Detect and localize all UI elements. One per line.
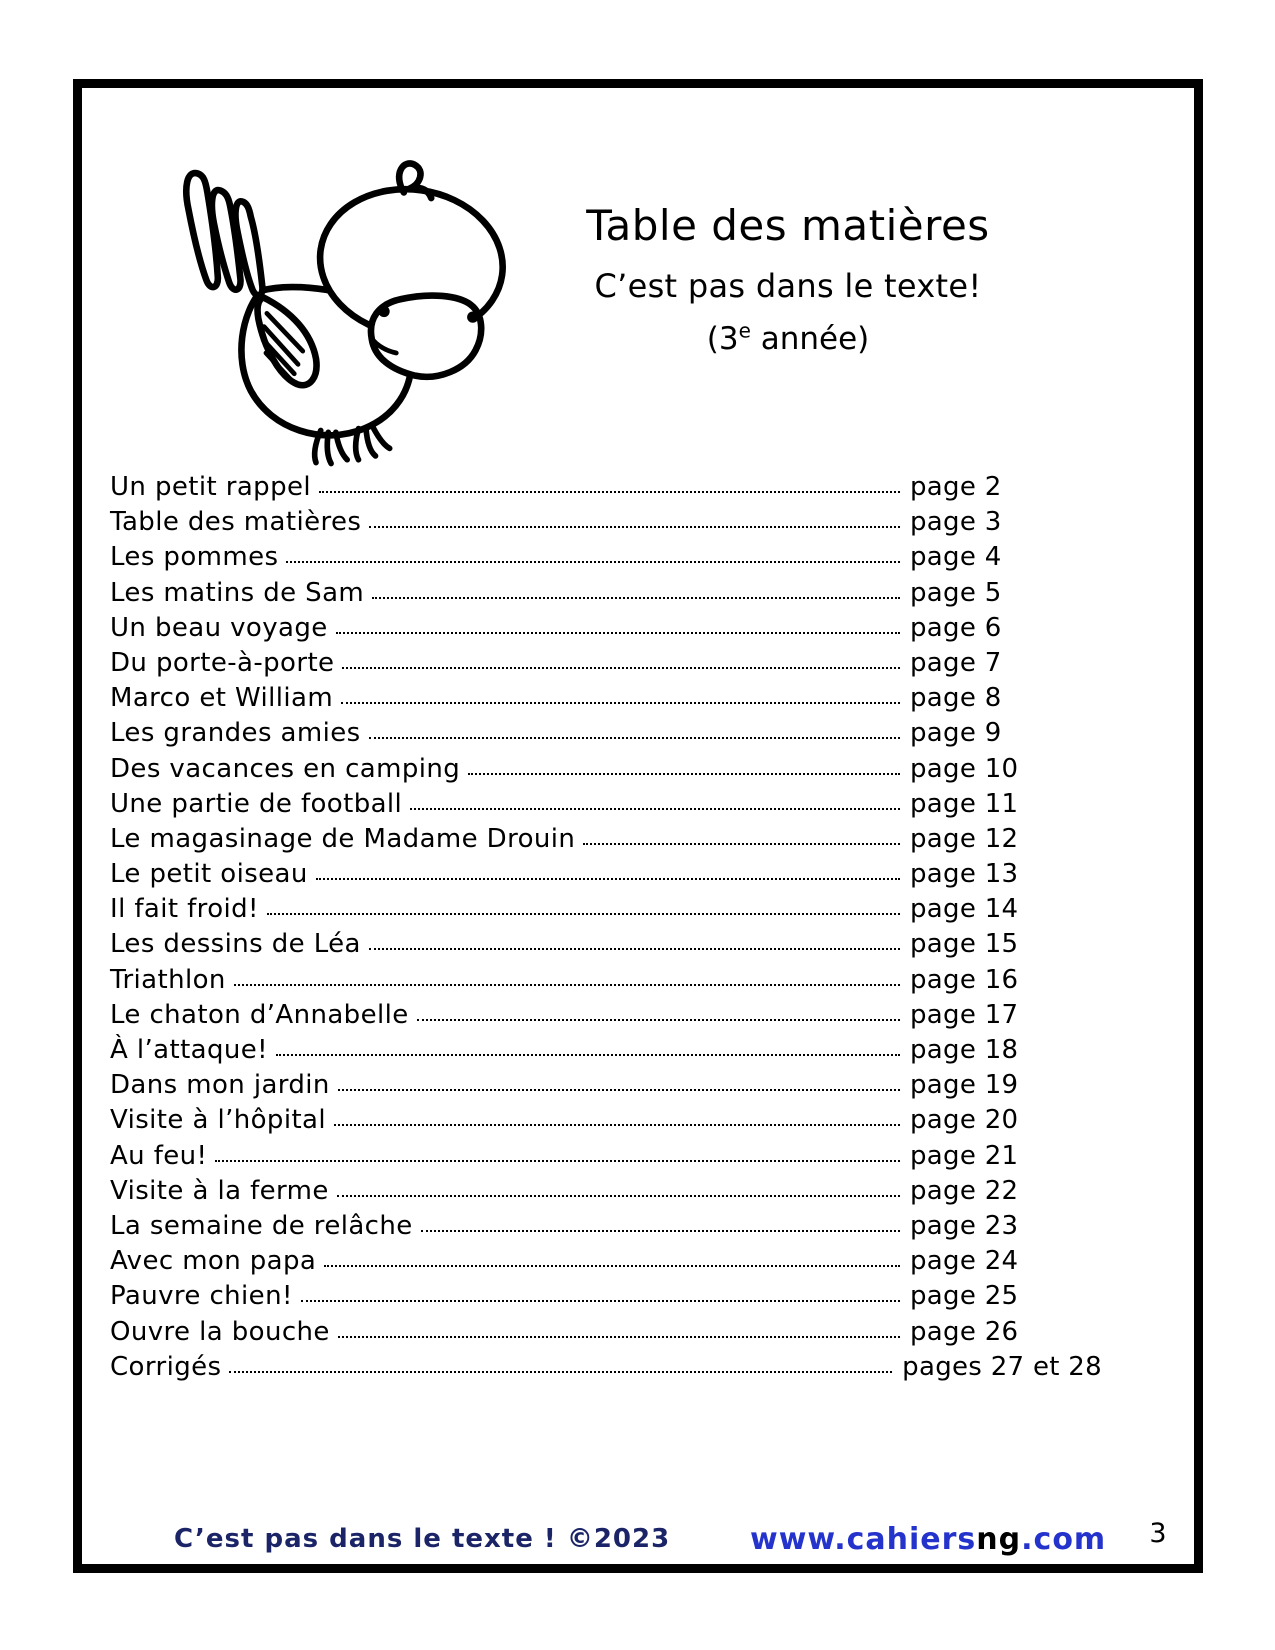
toc-entry-title: Triathlon <box>110 964 226 995</box>
dotted-leader <box>337 1195 900 1197</box>
bird-icon <box>132 132 517 472</box>
dotted-leader <box>338 1089 900 1091</box>
toc-entry-page: page 13 <box>910 859 1019 890</box>
toc-entry-title: Des vacances en camping <box>110 753 461 784</box>
toc-entry-page: page 14 <box>910 894 1019 925</box>
toc-entry-page: page 17 <box>910 999 1019 1030</box>
grade-suffix: année) <box>750 321 870 357</box>
dotted-leader <box>229 1371 892 1373</box>
toc-row <box>110 965 1102 1000</box>
toc-entry-title: Les pommes <box>110 542 279 573</box>
dotted-leader <box>342 667 900 669</box>
page-title: Table des matières <box>586 201 990 250</box>
toc-entry-page: page 9 <box>910 718 1002 749</box>
toc-row <box>110 1246 1102 1281</box>
dotted-leader <box>267 913 900 915</box>
toc-entry-title: Les matins de Sam <box>110 577 365 608</box>
toc-entry-title: Le chaton d’Annabelle <box>110 999 409 1030</box>
bird-eye <box>378 306 389 317</box>
toc-entry-page: page 16 <box>910 964 1019 995</box>
toc-row <box>110 1211 1102 1246</box>
toc-entry-title: Un petit rappel <box>110 472 311 502</box>
toc-entry-title: Visite à l’hôpital <box>110 1105 327 1136</box>
toc-entry-page: page 8 <box>910 683 1002 714</box>
toc-entry-title: Du porte-à-porte <box>110 647 335 678</box>
toc-entry-title: Visite à la ferme <box>110 1175 329 1206</box>
book-title: C’est pas dans le texte! <box>594 267 982 305</box>
dotted-leader <box>369 526 900 528</box>
title-block <box>518 202 1058 358</box>
grade-superscript: e <box>738 318 751 343</box>
toc-entry-page: page 15 <box>910 929 1019 960</box>
url-segment: .com <box>1021 1522 1107 1557</box>
toc-row <box>110 472 1102 507</box>
dotted-leader <box>338 1336 900 1338</box>
toc-entry-page: page 4 <box>910 542 1002 573</box>
toc-row <box>110 507 1102 542</box>
toc-entry-page: page 6 <box>910 612 1002 643</box>
toc-entry-title: Au feu! <box>110 1140 208 1171</box>
toc-row <box>110 1141 1102 1176</box>
grade-label <box>518 320 1058 358</box>
toc-entry-page: page 24 <box>910 1246 1019 1277</box>
toc-entry-page: pages 27 et 28 <box>902 1351 1102 1382</box>
url-segment: www.cahiers <box>750 1522 977 1557</box>
copyright-text: C’est pas dans le texte ! ©2023 <box>174 1524 671 1554</box>
dotted-leader <box>324 1265 900 1267</box>
toc-row <box>110 542 1102 577</box>
toc-entry-title: Une partie de football <box>110 788 403 819</box>
toc-row <box>110 789 1102 824</box>
toc-entry-page: page 20 <box>910 1105 1019 1136</box>
toc-row <box>110 1317 1102 1352</box>
toc-row <box>110 718 1102 753</box>
toc-row <box>110 578 1102 613</box>
toc-row <box>110 894 1102 929</box>
toc-entry-title: Un beau voyage <box>110 612 328 643</box>
toc-entry-title: Le petit oiseau <box>110 859 308 890</box>
page-footer <box>82 1518 1194 1572</box>
toc-entry-page: page 5 <box>910 577 1002 608</box>
dotted-leader <box>215 1160 900 1162</box>
toc-entry-title: La semaine de relâche <box>110 1210 413 1241</box>
toc-row <box>110 859 1102 894</box>
website-link[interactable] <box>750 1522 1106 1557</box>
toc-row <box>110 1105 1102 1140</box>
toc-entry-title: À l’attaque! <box>110 1035 268 1065</box>
toc-entry-page: page 25 <box>910 1281 1019 1312</box>
toc-entry-title: Dans mon jardin <box>110 1070 330 1101</box>
toc-entry-page: page 11 <box>910 788 1019 819</box>
table-of-contents <box>110 472 1102 1387</box>
dotted-leader <box>319 491 900 493</box>
toc-entry-page: page 23 <box>910 1210 1019 1241</box>
dotted-leader <box>286 561 900 563</box>
toc-entry-title: Il fait froid! <box>110 894 259 925</box>
toc-entry-page: page 3 <box>910 507 1002 538</box>
bird-illustration <box>132 132 517 472</box>
toc-entry-title: Pauvre chien! <box>110 1281 293 1312</box>
bird-feet <box>356 425 390 460</box>
toc-entry-page: page 18 <box>910 1035 1019 1065</box>
dotted-leader <box>341 702 900 704</box>
page-border-frame <box>73 79 1203 1573</box>
toc-entry-page: page 26 <box>910 1316 1019 1347</box>
dotted-leader <box>410 808 900 810</box>
toc-entry-page: page 19 <box>910 1070 1019 1101</box>
toc-entry-title: Les dessins de Léa <box>110 929 361 960</box>
toc-row <box>110 1070 1102 1105</box>
toc-entry-title: Marco et William <box>110 683 334 714</box>
dotted-leader <box>468 773 900 775</box>
toc-entry-title: Les grandes amies <box>110 718 361 749</box>
toc-entry-page: page 7 <box>910 647 1002 678</box>
toc-row <box>110 1176 1102 1211</box>
dotted-leader <box>301 1300 900 1302</box>
dotted-leader <box>234 984 900 986</box>
toc-row <box>110 1000 1102 1035</box>
toc-entry-title: Avec mon papa <box>110 1246 317 1277</box>
toc-row <box>110 1281 1102 1316</box>
url-segment-ng: ng <box>976 1522 1022 1557</box>
dotted-leader <box>276 1054 900 1056</box>
toc-entry-page: page 21 <box>910 1140 1019 1171</box>
dotted-leader <box>336 632 900 634</box>
dotted-leader <box>421 1230 900 1232</box>
toc-entry-title: Table des matières <box>110 507 362 538</box>
dotted-leader <box>417 1019 900 1021</box>
page-number: 3 <box>1149 1518 1167 1549</box>
toc-row <box>110 1035 1102 1070</box>
toc-row <box>110 683 1102 718</box>
grade-prefix: (3 <box>706 321 739 357</box>
toc-entry-page: page 12 <box>910 823 1019 854</box>
toc-entry-page: page 22 <box>910 1175 1019 1206</box>
toc-entry-page: page 10 <box>910 753 1019 784</box>
toc-row <box>110 754 1102 789</box>
toc-entry-title: Ouvre la bouche <box>110 1316 330 1347</box>
toc-row <box>110 613 1102 648</box>
toc-row <box>110 1352 1102 1387</box>
toc-entry-title: Le magasinage de Madame Drouin <box>110 823 576 854</box>
toc-row <box>110 648 1102 683</box>
dotted-leader <box>372 597 900 599</box>
toc-entry-page: page 2 <box>910 472 1002 502</box>
toc-row <box>110 929 1102 964</box>
dotted-leader <box>334 1124 900 1126</box>
toc-entry-title: Corrigés <box>110 1351 222 1382</box>
bird-eye <box>467 311 478 322</box>
dotted-leader <box>316 878 900 880</box>
dotted-leader <box>583 843 900 845</box>
toc-row <box>110 824 1102 859</box>
dotted-leader <box>369 948 900 950</box>
dotted-leader <box>369 737 900 739</box>
